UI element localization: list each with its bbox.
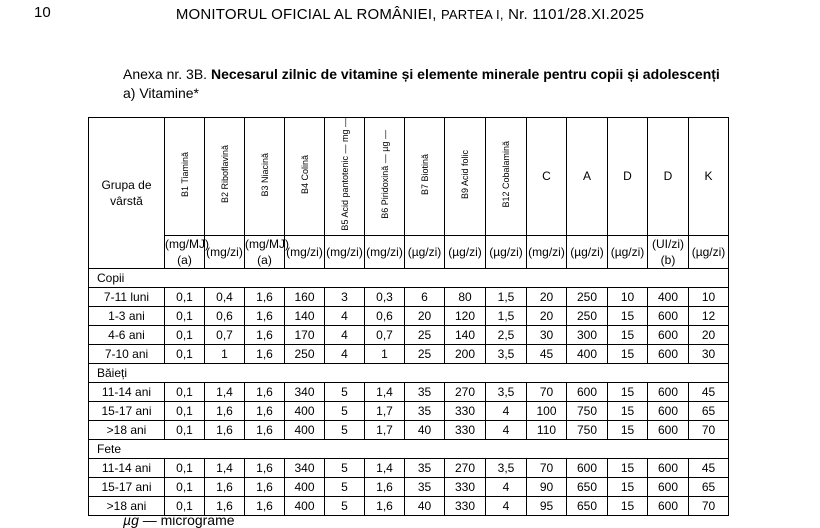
- value-cell: 600: [648, 325, 689, 344]
- value-cell: 45: [527, 344, 567, 363]
- value-cell: 600: [648, 420, 689, 439]
- value-cell: 0,1: [165, 496, 205, 515]
- value-cell: 170: [285, 325, 325, 344]
- value-cell: 250: [567, 306, 608, 325]
- column-header: [405, 118, 445, 236]
- value-cell: 330: [445, 477, 486, 496]
- column-unit: (mg/MJ) (a): [165, 236, 209, 267]
- value-cell: 600: [648, 496, 689, 515]
- unit-row: [89, 235, 729, 268]
- value-cell: 270: [445, 458, 486, 477]
- value-cell: 6: [405, 287, 445, 306]
- section-label: Fete: [89, 439, 729, 458]
- value-cell: 15: [608, 401, 648, 420]
- value-cell: 3,5: [486, 382, 527, 401]
- age-cell: 11-14 ani: [89, 382, 165, 401]
- value-cell: 400: [285, 477, 325, 496]
- footnote: [123, 512, 235, 528]
- value-cell: 20: [527, 306, 567, 325]
- column-header: A: [567, 118, 608, 236]
- value-cell: 4: [486, 401, 527, 420]
- value-cell: 1,5: [486, 287, 527, 306]
- value-cell: 80: [445, 287, 486, 306]
- value-cell: 340: [285, 458, 325, 477]
- value-cell: 35: [405, 401, 445, 420]
- value-cell: 1,5: [486, 306, 527, 325]
- value-cell: 1: [365, 344, 405, 363]
- value-cell: 400: [285, 420, 325, 439]
- table-row: [89, 458, 729, 477]
- value-cell: 0,7: [205, 325, 245, 344]
- value-cell: 750: [567, 401, 608, 420]
- column-header-label: B6 Piridoxină — µg —: [379, 129, 390, 219]
- value-cell: 1,6: [245, 344, 285, 363]
- column-unit: (mg/zi): [325, 235, 365, 268]
- value-cell: 600: [648, 458, 689, 477]
- value-cell: 140: [445, 325, 486, 344]
- column-header-label: B9 Acid folic: [460, 149, 470, 199]
- value-cell: 35: [405, 477, 445, 496]
- age-cell: 4-6 ani: [89, 325, 165, 344]
- value-cell: 65: [689, 401, 729, 420]
- value-cell: 0,1: [165, 458, 205, 477]
- column-header: [325, 118, 365, 236]
- column-header: [445, 118, 486, 236]
- age-cell: >18 ani: [89, 420, 165, 439]
- table-row: [89, 306, 729, 325]
- page-number: 10: [34, 4, 51, 21]
- value-cell: 70: [689, 496, 729, 515]
- value-cell: 600: [648, 306, 689, 325]
- age-cell: 15-17 ani: [89, 401, 165, 420]
- value-cell: 15: [608, 344, 648, 363]
- value-cell: 4: [486, 420, 527, 439]
- value-cell: 1,6: [245, 401, 285, 420]
- value-cell: 15: [608, 477, 648, 496]
- age-cell: 11-14 ani: [89, 458, 165, 477]
- value-cell: 5: [325, 458, 365, 477]
- value-cell: 1,6: [245, 287, 285, 306]
- age-cell: 7-10 ani: [89, 344, 165, 363]
- value-cell: 15: [608, 382, 648, 401]
- section-row: [89, 268, 729, 287]
- value-cell: 2,5: [486, 325, 527, 344]
- table-row: [89, 477, 729, 496]
- value-cell: 250: [285, 344, 325, 363]
- value-cell: 600: [648, 344, 689, 363]
- value-cell: 1: [205, 344, 245, 363]
- column-header-label: B3 Niacină: [259, 152, 270, 197]
- column-unit: (µg/zi): [567, 235, 608, 268]
- value-cell: 0,1: [165, 344, 205, 363]
- running-title-issue: Nr. 1101/28.XI.2025: [508, 6, 645, 23]
- value-cell: 600: [567, 382, 608, 401]
- table-row: [89, 325, 729, 344]
- value-cell: 0,1: [165, 420, 205, 439]
- value-cell: 0,6: [205, 306, 245, 325]
- section-label: Copii: [89, 268, 729, 287]
- column-header: [365, 118, 405, 236]
- value-cell: 0,6: [365, 306, 405, 325]
- column-header-label: B7 Biotină: [419, 153, 430, 195]
- value-cell: 1,7: [365, 420, 405, 439]
- value-cell: 4: [325, 306, 365, 325]
- column-header: [245, 118, 285, 236]
- age-cell: 7-11 luni: [89, 287, 165, 306]
- value-cell: 650: [567, 496, 608, 515]
- age-group-header: Grupa de vârstă: [89, 118, 165, 269]
- value-cell: 160: [285, 287, 325, 306]
- value-cell: 0,1: [165, 477, 205, 496]
- value-cell: 1,7: [365, 401, 405, 420]
- value-cell: 3,5: [486, 458, 527, 477]
- age-cell: >18 ani: [89, 496, 165, 515]
- section-row: [89, 363, 729, 382]
- value-cell: 340: [285, 382, 325, 401]
- value-cell: 20: [689, 325, 729, 344]
- value-cell: 600: [567, 458, 608, 477]
- column-unit: (mg/MJ) (a): [245, 236, 289, 267]
- value-cell: 400: [285, 496, 325, 515]
- column-header: D: [648, 118, 689, 236]
- value-cell: 0,1: [165, 287, 205, 306]
- column-unit: (UI/zi) (b): [648, 235, 689, 268]
- table-row: [89, 401, 729, 420]
- value-cell: 1,6: [205, 420, 245, 439]
- column-unit: (µg/zi): [689, 235, 729, 268]
- column-header: [205, 118, 245, 236]
- annex-prefix: Anexa nr. 3B.: [123, 66, 208, 82]
- footnote-symbol: µg: [123, 512, 139, 528]
- value-cell: 45: [689, 382, 729, 401]
- value-cell: 40: [405, 496, 445, 515]
- value-cell: 200: [445, 344, 486, 363]
- value-cell: 400: [648, 287, 689, 306]
- value-cell: 1,6: [365, 496, 405, 515]
- value-cell: 1,6: [245, 477, 285, 496]
- value-cell: 400: [567, 344, 608, 363]
- value-cell: 0,1: [165, 325, 205, 344]
- value-cell: 5: [325, 477, 365, 496]
- value-cell: 70: [689, 420, 729, 439]
- column-unit: (mg/zi): [527, 235, 567, 268]
- section-row: [89, 439, 729, 458]
- value-cell: 1,4: [365, 458, 405, 477]
- value-cell: 1,6: [245, 382, 285, 401]
- value-cell: 70: [527, 458, 567, 477]
- annex-title-text: Necesarul zilnic de vitamine și elemente minerale pentru copii și adolescenți: [210, 66, 720, 82]
- value-cell: 15: [608, 306, 648, 325]
- table-row: [89, 344, 729, 363]
- value-cell: 100: [527, 401, 567, 420]
- column-unit: (µg/zi): [486, 235, 527, 268]
- column-unit: (µg/zi): [608, 235, 648, 268]
- value-cell: 15: [608, 420, 648, 439]
- value-cell: 1,4: [365, 382, 405, 401]
- column-header-label: B1 Tiamină: [179, 151, 190, 197]
- value-cell: 5: [325, 496, 365, 515]
- value-cell: 1,4: [205, 382, 245, 401]
- value-cell: 0,1: [165, 401, 205, 420]
- running-header: [0, 6, 820, 23]
- column-unit: (mg/zi): [205, 235, 245, 268]
- value-cell: 330: [445, 401, 486, 420]
- value-cell: 300: [567, 325, 608, 344]
- value-cell: 20: [527, 287, 567, 306]
- value-cell: 0,1: [165, 382, 205, 401]
- table-row: [89, 287, 729, 306]
- value-cell: 1,6: [245, 306, 285, 325]
- value-cell: 330: [445, 496, 486, 515]
- running-title-part: PARTEA I,: [440, 7, 504, 22]
- column-header: [285, 118, 325, 236]
- value-cell: 3: [325, 287, 365, 306]
- value-cell: 35: [405, 458, 445, 477]
- value-cell: 35: [405, 382, 445, 401]
- value-cell: 1,6: [205, 401, 245, 420]
- value-cell: 65: [689, 477, 729, 496]
- value-cell: 250: [567, 287, 608, 306]
- value-cell: 4: [486, 477, 527, 496]
- value-cell: 40: [405, 420, 445, 439]
- value-cell: 650: [567, 477, 608, 496]
- value-cell: 12: [689, 306, 729, 325]
- value-cell: 20: [405, 306, 445, 325]
- annex-title: [123, 66, 720, 82]
- column-header-label: B2 Riboflavină: [219, 145, 230, 204]
- value-cell: 5: [325, 382, 365, 401]
- column-header: K: [689, 118, 729, 236]
- value-cell: 1,6: [205, 496, 245, 515]
- value-cell: 270: [445, 382, 486, 401]
- column-header: D: [608, 118, 648, 236]
- value-cell: 15: [608, 325, 648, 344]
- column-unit: (mg/zi): [365, 235, 405, 268]
- column-header-label: B12 Cobalamină: [501, 141, 511, 208]
- value-cell: 4: [325, 344, 365, 363]
- column-header: [486, 118, 527, 236]
- value-cell: 600: [648, 477, 689, 496]
- value-cell: 750: [567, 420, 608, 439]
- value-cell: 0,3: [365, 287, 405, 306]
- column-header: [165, 118, 205, 236]
- value-cell: 1,6: [245, 420, 285, 439]
- value-cell: 5: [325, 420, 365, 439]
- value-cell: 330: [445, 420, 486, 439]
- annex-subtitle: a) Vitamine*: [123, 85, 200, 101]
- column-unit: (µg/zi): [405, 235, 445, 268]
- column-name-row: [89, 118, 729, 236]
- value-cell: 600: [648, 401, 689, 420]
- footnote-text: — micrograme: [142, 512, 235, 528]
- value-cell: 25: [405, 325, 445, 344]
- section-label: Băieți: [89, 363, 729, 382]
- value-cell: 140: [285, 306, 325, 325]
- column-unit: (µg/zi): [445, 235, 486, 268]
- column-unit: (mg/zi): [285, 235, 325, 268]
- age-cell: 15-17 ani: [89, 477, 165, 496]
- value-cell: 4: [325, 325, 365, 344]
- column-header: C: [527, 118, 567, 236]
- value-cell: 110: [527, 420, 567, 439]
- value-cell: 1,4: [205, 458, 245, 477]
- age-cell: 1-3 ani: [89, 306, 165, 325]
- value-cell: 70: [527, 382, 567, 401]
- value-cell: 3,5: [486, 344, 527, 363]
- value-cell: 600: [648, 382, 689, 401]
- value-cell: 1,6: [245, 325, 285, 344]
- table-row: [89, 382, 729, 401]
- running-title-main: MONITORUL OFICIAL AL ROMÂNIEI,: [175, 6, 437, 23]
- value-cell: 15: [608, 496, 648, 515]
- value-cell: 1,6: [365, 477, 405, 496]
- value-cell: 0,7: [365, 325, 405, 344]
- value-cell: 30: [527, 325, 567, 344]
- vitamin-table: [88, 117, 729, 516]
- value-cell: 30: [689, 344, 729, 363]
- value-cell: 25: [405, 344, 445, 363]
- value-cell: 4: [486, 496, 527, 515]
- value-cell: 90: [527, 477, 567, 496]
- value-cell: 95: [527, 496, 567, 515]
- column-header-label: B4 Colină: [299, 154, 310, 194]
- value-cell: 10: [689, 287, 729, 306]
- value-cell: 5: [325, 401, 365, 420]
- value-cell: 1,6: [245, 458, 285, 477]
- value-cell: 1,6: [245, 496, 285, 515]
- value-cell: 15: [608, 458, 648, 477]
- value-cell: 45: [689, 458, 729, 477]
- value-cell: 0,4: [205, 287, 245, 306]
- value-cell: 400: [285, 401, 325, 420]
- column-header-label: B5 Acid pantotenic — mg —: [339, 118, 350, 231]
- value-cell: 10: [608, 287, 648, 306]
- value-cell: 0,1: [165, 306, 205, 325]
- table-row: [89, 420, 729, 439]
- value-cell: 120: [445, 306, 486, 325]
- value-cell: 1,6: [205, 477, 245, 496]
